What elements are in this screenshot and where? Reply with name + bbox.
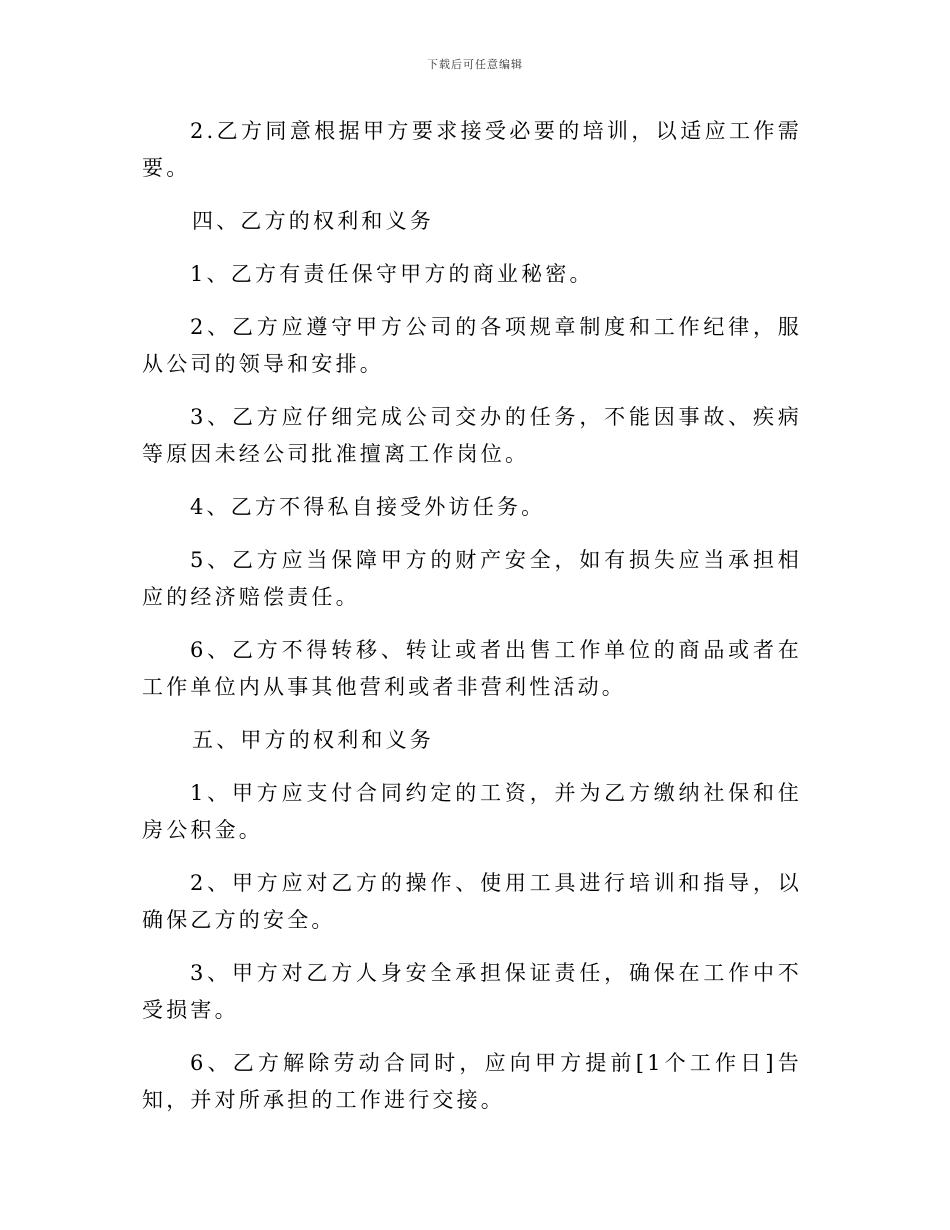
paragraph-training: 2.乙方同意根据甲方要求接受必要的培训，以适应工作需要。 [142, 119, 802, 180]
paragraph-a-1: 1、甲方应支付合同约定的工资，并为乙方缴纳社保和住房公积金。 [142, 781, 802, 842]
paragraph-b-5: 5、乙方应当保障甲方的财产安全，如有损失应当承担相应的经济赔偿责任。 [142, 548, 802, 609]
paragraph-b-3: 3、乙方应仔细完成公司交办的任务，不能因事故、疾病等原因未经公司批准擅离工作岗位。 [142, 405, 802, 466]
section-heading-party-a: 五、甲方的权利和义务 [192, 728, 434, 752]
paragraph-termination: 6、乙方解除劳动合同时，应向甲方提前[1个工作日]告知，并对所承担的工作进行交接。 [142, 1051, 802, 1112]
page-header-note: 下载后可任意编辑 [427, 58, 523, 71]
document-body [142, 113, 802, 1135]
paragraph-b-6: 6、乙方不得转移、转让或者出售工作单位的商品或者在工作单位内从事其他营利或者非营利性活动。 [142, 638, 802, 699]
paragraph-b-2: 2、乙方应遵守甲方公司的各项规章制度和工作纪律，服从公司的领导和安排。 [142, 315, 802, 376]
paragraph-b-4: 4、乙方不得私自接受外访任务。 [190, 495, 546, 519]
paragraph-b-1: 1、乙方有责任保守甲方的商业秘密。 [190, 262, 594, 286]
section-heading-party-b: 四、乙方的权利和义务 [192, 209, 434, 233]
paragraph-a-3: 3、甲方对乙方人身安全承担保证责任，确保在工作中不受损害。 [142, 961, 802, 1022]
paragraph-a-2: 2、甲方应对乙方的操作、使用工具进行培训和指导，以确保乙方的安全。 [142, 871, 802, 932]
